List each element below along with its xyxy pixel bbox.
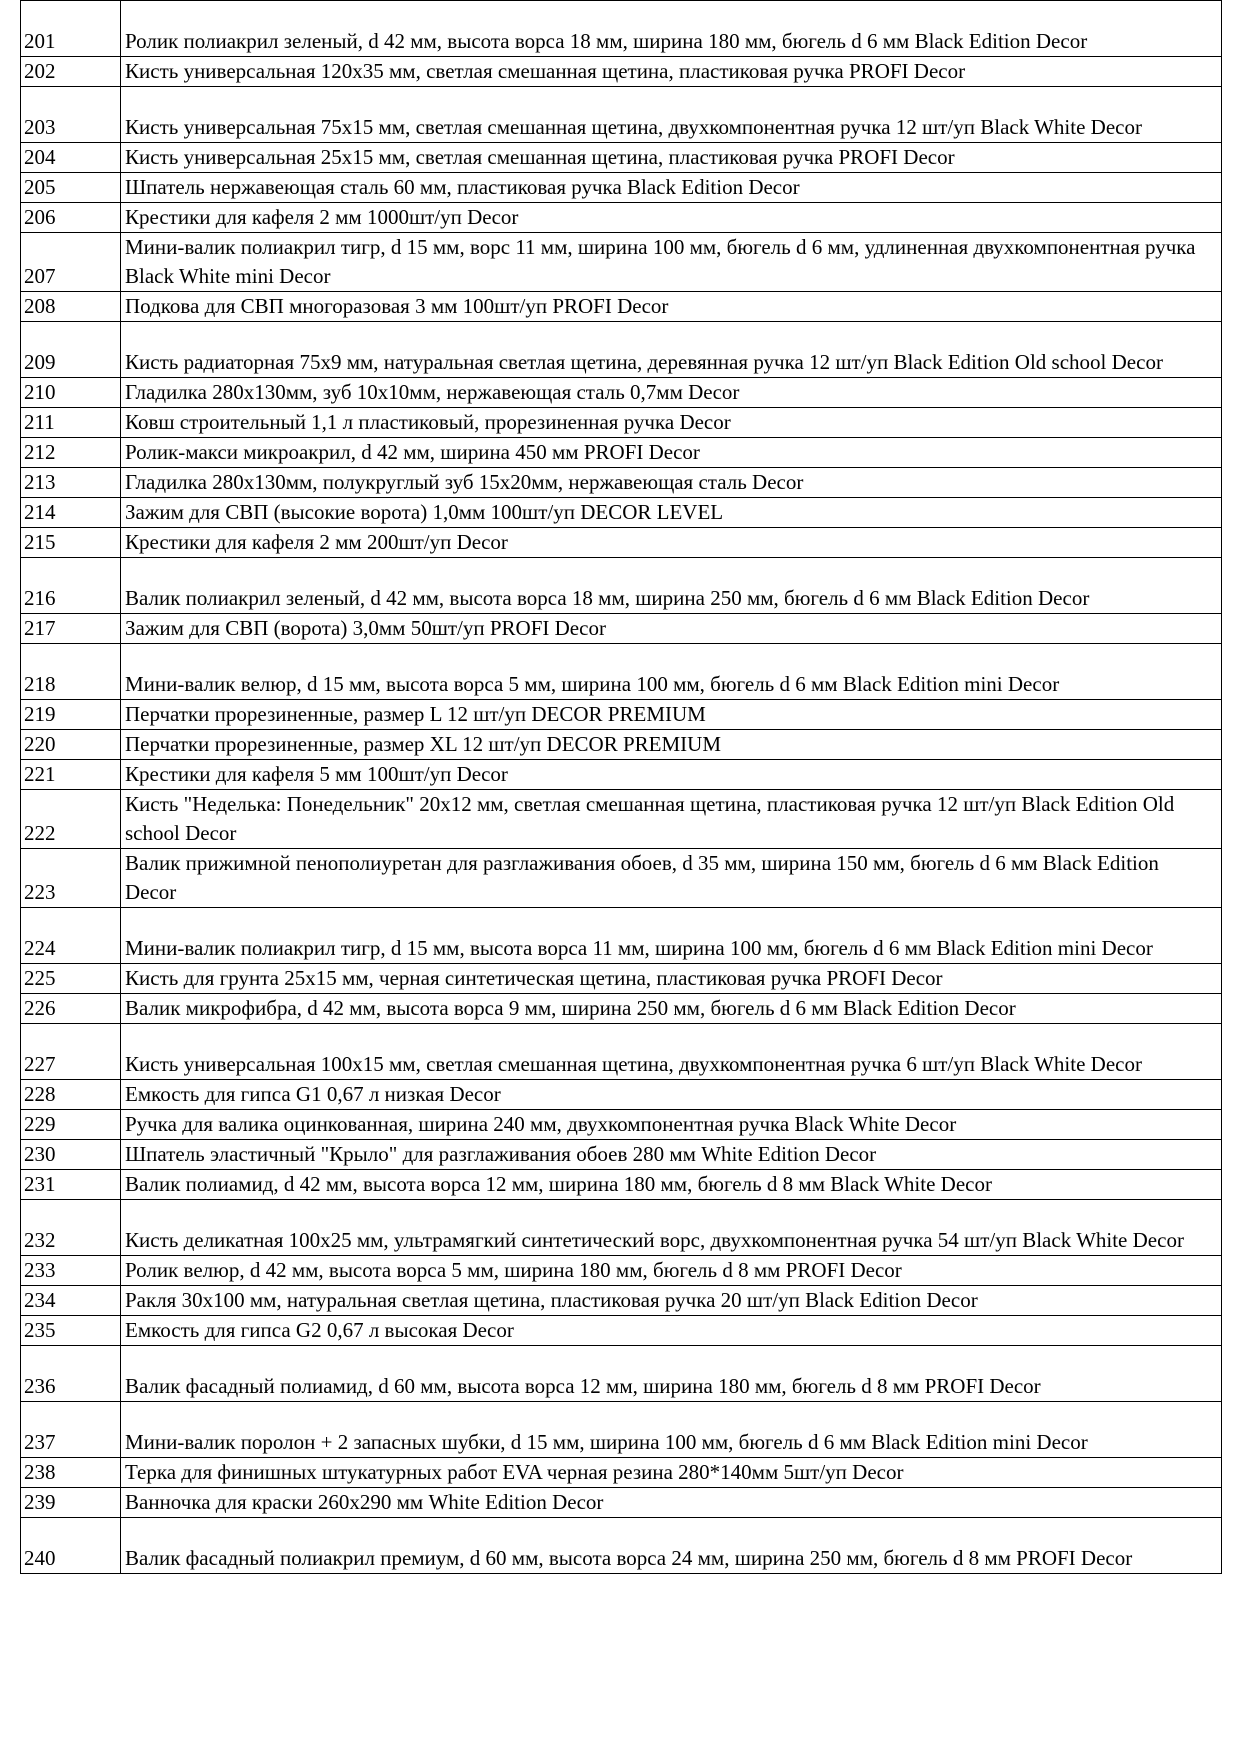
row-description: Крестики для кафеля 5 мм 100шт/уп Decor [121, 760, 1222, 790]
row-description: Шпатель эластичный "Крыло" для разглаживания обоев 280 мм White Edition Decor [121, 1140, 1222, 1170]
table-row [21, 438, 1222, 468]
table-row [21, 1518, 1222, 1574]
row-number: 222 [21, 790, 121, 849]
row-description: Зажим для СВП (ворота) 3,0мм 50шт/уп PROFI Decor [121, 614, 1222, 644]
row-description: Ролик полиакрил зеленый, d 42 мм, высота ворса 18 мм, ширина 180 мм, бюгель d 6 мм Black Edition Decor [121, 1, 1222, 57]
row-number: 224 [21, 908, 121, 964]
row-description: Мини-валик полиакрил тигр, d 15 мм, высота ворса 11 мм, ширина 100 мм, бюгель d 6 мм Black Edition mini Decor [121, 908, 1222, 964]
row-description: Валик полиамид, d 42 мм, высота ворса 12 мм, ширина 180 мм, бюгель d 8 мм Black White Decor [121, 1170, 1222, 1200]
row-number: 207 [21, 233, 121, 292]
table-row [21, 790, 1222, 849]
table-row [21, 1200, 1222, 1256]
table-row [21, 1316, 1222, 1346]
table-row [21, 1024, 1222, 1080]
row-description: Гладилка 280х130мм, полукруглый зуб 15х20мм, нержавеющая сталь Decor [121, 468, 1222, 498]
row-description: Шпатель нержавеющая сталь 60 мм, пластиковая ручка Black Edition Decor [121, 173, 1222, 203]
row-number: 223 [21, 849, 121, 908]
table-row [21, 1140, 1222, 1170]
row-description: Кисть универсальная 75х15 мм, светлая смешанная щетина, двухкомпонентная ручка 12 шт/уп Black White Decor [121, 87, 1222, 143]
table-row [21, 233, 1222, 292]
row-number: 201 [21, 1, 121, 57]
table-row [21, 1346, 1222, 1402]
row-description: Кисть универсальная 25х15 мм, светлая смешанная щетина, пластиковая ручка PROFI Decor [121, 143, 1222, 173]
row-description: Подкова для СВП многоразовая 3 мм 100шт/уп PROFI Decor [121, 292, 1222, 322]
table-row [21, 849, 1222, 908]
row-number: 203 [21, 87, 121, 143]
row-number: 231 [21, 1170, 121, 1200]
table-row [21, 322, 1222, 378]
row-description: Емкость для гипса G1 0,67 л низкая Decor [121, 1080, 1222, 1110]
row-number: 240 [21, 1518, 121, 1574]
row-number: 205 [21, 173, 121, 203]
row-description: Ракля 30х100 мм, натуральная светлая щетина, пластиковая ручка 20 шт/уп Black Edition Decor [121, 1286, 1222, 1316]
table-row [21, 498, 1222, 528]
row-description: Валик фасадный полиамид, d 60 мм, высота ворса 12 мм, ширина 180 мм, бюгель d 8 мм PROFI Decor [121, 1346, 1222, 1402]
table-row [21, 1488, 1222, 1518]
row-description: Кисть "Неделька: Понедельник" 20х12 мм, светлая смешанная щетина, пластиковая ручка 12 шт/уп Black Edition Old school Decor [121, 790, 1222, 849]
table-row [21, 908, 1222, 964]
table-row [21, 1402, 1222, 1458]
row-number: 232 [21, 1200, 121, 1256]
row-description: Мини-валик велюр, d 15 мм, высота ворса 5 мм, ширина 100 мм, бюгель d 6 мм Black Edition mini Decor [121, 644, 1222, 700]
table-row [21, 644, 1222, 700]
table-row [21, 143, 1222, 173]
table-row [21, 203, 1222, 233]
row-number: 217 [21, 614, 121, 644]
table-row [21, 468, 1222, 498]
row-description: Кисть универсальная 100х15 мм, светлая смешанная щетина, двухкомпонентная ручка 6 шт/уп Black White Decor [121, 1024, 1222, 1080]
row-number: 214 [21, 498, 121, 528]
row-number: 236 [21, 1346, 121, 1402]
row-description: Перчатки прорезиненные, размер L 12 шт/уп DECOR PREMIUM [121, 700, 1222, 730]
row-number: 237 [21, 1402, 121, 1458]
row-number: 213 [21, 468, 121, 498]
row-number: 208 [21, 292, 121, 322]
row-number: 229 [21, 1110, 121, 1140]
table-row [21, 378, 1222, 408]
row-number: 210 [21, 378, 121, 408]
row-number: 206 [21, 203, 121, 233]
row-description: Мини-валик поролон + 2 запасных шубки, d 15 мм, ширина 100 мм, бюгель d 6 мм Black Edition mini Decor [121, 1402, 1222, 1458]
table-row [21, 408, 1222, 438]
row-description: Ручка для валика оцинкованная, ширина 240 мм, двухкомпонентная ручка Black White Decor [121, 1110, 1222, 1140]
row-number: 220 [21, 730, 121, 760]
row-description: Терка для финишных штукатурных работ EVA черная резина 280*140мм 5шт/уп Decor [121, 1458, 1222, 1488]
row-description: Кисть универсальная 120х35 мм, светлая смешанная щетина, пластиковая ручка PROFI Decor [121, 57, 1222, 87]
table-row [21, 964, 1222, 994]
table-row [21, 1256, 1222, 1286]
table-row [21, 292, 1222, 322]
row-description: Валик микрофибра, d 42 мм, высота ворса 9 мм, ширина 250 мм, бюгель d 6 мм Black Edition Decor [121, 994, 1222, 1024]
product-table-sheet [20, 0, 1221, 1574]
row-number: 234 [21, 1286, 121, 1316]
row-number: 202 [21, 57, 121, 87]
row-number: 227 [21, 1024, 121, 1080]
row-description: Гладилка 280х130мм, зуб 10х10мм, нержавеющая сталь 0,7мм Decor [121, 378, 1222, 408]
row-description: Ролик велюр, d 42 мм, высота ворса 5 мм, ширина 180 мм, бюгель d 8 мм PROFI Decor [121, 1256, 1222, 1286]
row-description: Кисть радиаторная 75х9 мм, натуральная светлая щетина, деревянная ручка 12 шт/уп Black Edition Old school Decor [121, 322, 1222, 378]
table-row [21, 558, 1222, 614]
row-number: 230 [21, 1140, 121, 1170]
row-number: 226 [21, 994, 121, 1024]
row-description: Ролик-макси микроакрил, d 42 мм, ширина 450 мм PROFI Decor [121, 438, 1222, 468]
row-description: Крестики для кафеля 2 мм 1000шт/уп Decor [121, 203, 1222, 233]
row-description: Ковш строительный 1,1 л пластиковый, прорезиненная ручка Decor [121, 408, 1222, 438]
table-row [21, 1286, 1222, 1316]
row-number: 225 [21, 964, 121, 994]
table-row [21, 173, 1222, 203]
row-description: Кисть деликатная 100х25 мм, ультрамягкий синтетический ворс, двухкомпонентная ручка 54 шт/уп Black White Decor [121, 1200, 1222, 1256]
row-number: 233 [21, 1256, 121, 1286]
row-number: 238 [21, 1458, 121, 1488]
table-row [21, 528, 1222, 558]
row-description: Кисть для грунта 25х15 мм, черная синтетическая щетина, пластиковая ручка PROFI Decor [121, 964, 1222, 994]
row-number: 204 [21, 143, 121, 173]
row-description: Перчатки прорезиненные, размер XL 12 шт/уп DECOR PREMIUM [121, 730, 1222, 760]
row-description: Валик прижимной пенополиуретан для разглаживания обоев, d 35 мм, ширина 150 мм, бюгель d 6 мм Black Edition Decor [121, 849, 1222, 908]
table-row [21, 700, 1222, 730]
table-row [21, 760, 1222, 790]
row-number: 216 [21, 558, 121, 614]
table-row [21, 1080, 1222, 1110]
table-row [21, 730, 1222, 760]
table-row [21, 994, 1222, 1024]
row-description: Мини-валик полиакрил тигр, d 15 мм, ворс 11 мм, ширина 100 мм, бюгель d 6 мм, удлиненная двухкомпонентная ручка Black White mini Decor [121, 233, 1222, 292]
table-row [21, 1, 1222, 57]
table-row [21, 57, 1222, 87]
table-row [21, 1458, 1222, 1488]
row-number: 218 [21, 644, 121, 700]
table-row [21, 87, 1222, 143]
row-number: 239 [21, 1488, 121, 1518]
row-number: 221 [21, 760, 121, 790]
row-description: Зажим для СВП (высокие ворота) 1,0мм 100шт/уп DECOR LEVEL [121, 498, 1222, 528]
row-description: Валик фасадный полиакрил премиум, d 60 мм, высота ворса 24 мм, ширина 250 мм, бюгель d 8 мм PROFI Decor [121, 1518, 1222, 1574]
row-description: Ванночка для краски 260х290 мм White Edition Decor [121, 1488, 1222, 1518]
row-description: Валик полиакрил зеленый, d 42 мм, высота ворса 18 мм, ширина 250 мм, бюгель d 6 мм Black Edition Decor [121, 558, 1222, 614]
row-description: Крестики для кафеля 2 мм 200шт/уп Decor [121, 528, 1222, 558]
product-table [20, 0, 1222, 1574]
row-number: 212 [21, 438, 121, 468]
product-table-body [21, 1, 1222, 1574]
row-number: 219 [21, 700, 121, 730]
row-description: Емкость для гипса G2 0,67 л высокая Decor [121, 1316, 1222, 1346]
row-number: 235 [21, 1316, 121, 1346]
table-row [21, 1170, 1222, 1200]
row-number: 211 [21, 408, 121, 438]
row-number: 228 [21, 1080, 121, 1110]
row-number: 209 [21, 322, 121, 378]
row-number: 215 [21, 528, 121, 558]
table-row [21, 1110, 1222, 1140]
table-row [21, 614, 1222, 644]
